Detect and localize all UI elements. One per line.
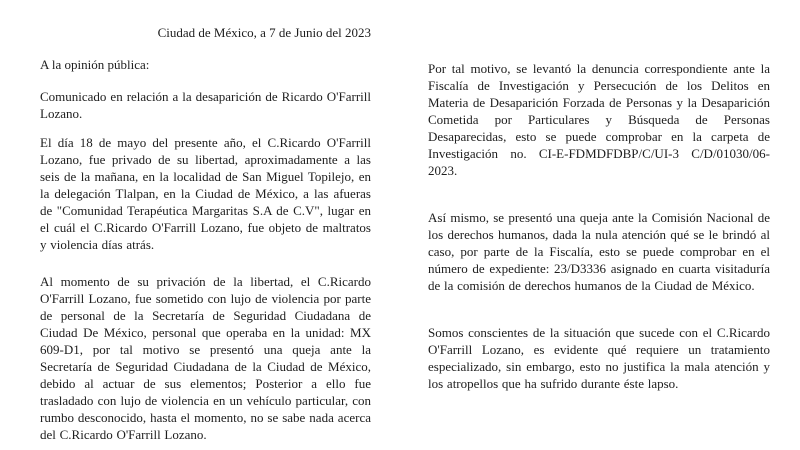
left-column (40, 24, 371, 450)
paragraph: Así mismo, se presentó una queja ante la Comisión Nacional de los derechos humanos, dada la nula atención qué se le brindó al caso, por parte de la Fiscalía, esto se puede comprobar en el número de expediente: 23/D3336 asignado en cuarta visitaduría de la comisión de derechos humanos de la Ciudad de México. (428, 210, 770, 293)
left-column-paragraphs (40, 88, 371, 443)
paragraph: Comunicado en relación a la desaparición de Ricardo O'Farrill Lozano. (40, 89, 371, 121)
date-line: Ciudad de México, a 7 de Junio del 2023 (157, 25, 371, 40)
paragraph: El día 18 de mayo del presente año, el C.Ricardo O'Farrill Lozano, fue privado de su libertad, aproximadamente a las seis de la mañana, en la localidad de San Miguel Topilejo, en la delegación Tlalpan, en la Ciudad de México, a las afueras de "Comunidad Terapéutica Margaritas S.A de C.V", lugar en el cuál el C.Ricardo O'Farrill Lozano, fue objeto de maltratos y violencia días atrás. (40, 135, 371, 252)
paragraph: Por tal motivo, se levantó la denuncia correspondiente ante la Fiscalía de Investigación y Persecución de los Delitos en Materia de Desaparición Forzada de Personas y la Desaparición Cometida por Particulares y Búsqueda de Personas Desaparecidas, esto se puede comprobar en la carpeta de Investigación no. CI-E-FDMDFDBP/C/UI-3 C/D/01030/06-2023. (428, 61, 770, 178)
salutation: A la opinión pública: (40, 57, 150, 72)
right-column-paragraphs (428, 60, 770, 422)
paragraph: Somos conscientes de la situación que sucede con el C.Ricardo O'Farrill Lozano, es evidente qué requiere un tratamiento especializado, sin embargo, esto no justifica la mala atención y los atropellos que ha sufrido durante éste lapso. (428, 325, 770, 391)
paragraph: Al momento de su privación de la libertad, el C.Ricardo O'Farrill Lozano, fue sometido con lujo de violencia por parte de personal de la Secretaría de Seguridad Ciudadana de Ciudad De México, personal que operaba en la unidad: MX 609-D1, por tal motivo se presentó una queja ante la Secretaría de Seguridad Ciudadana de la Ciudad de México, debido al actuar de sus elementos; Posterior a ello fue trasladado con lujo de violencia en un vehículo particular, con rumbo desconocido, hasta el momento, no se sabe nada acerca del C.Ricardo O'Farrill Lozano. (40, 274, 371, 442)
